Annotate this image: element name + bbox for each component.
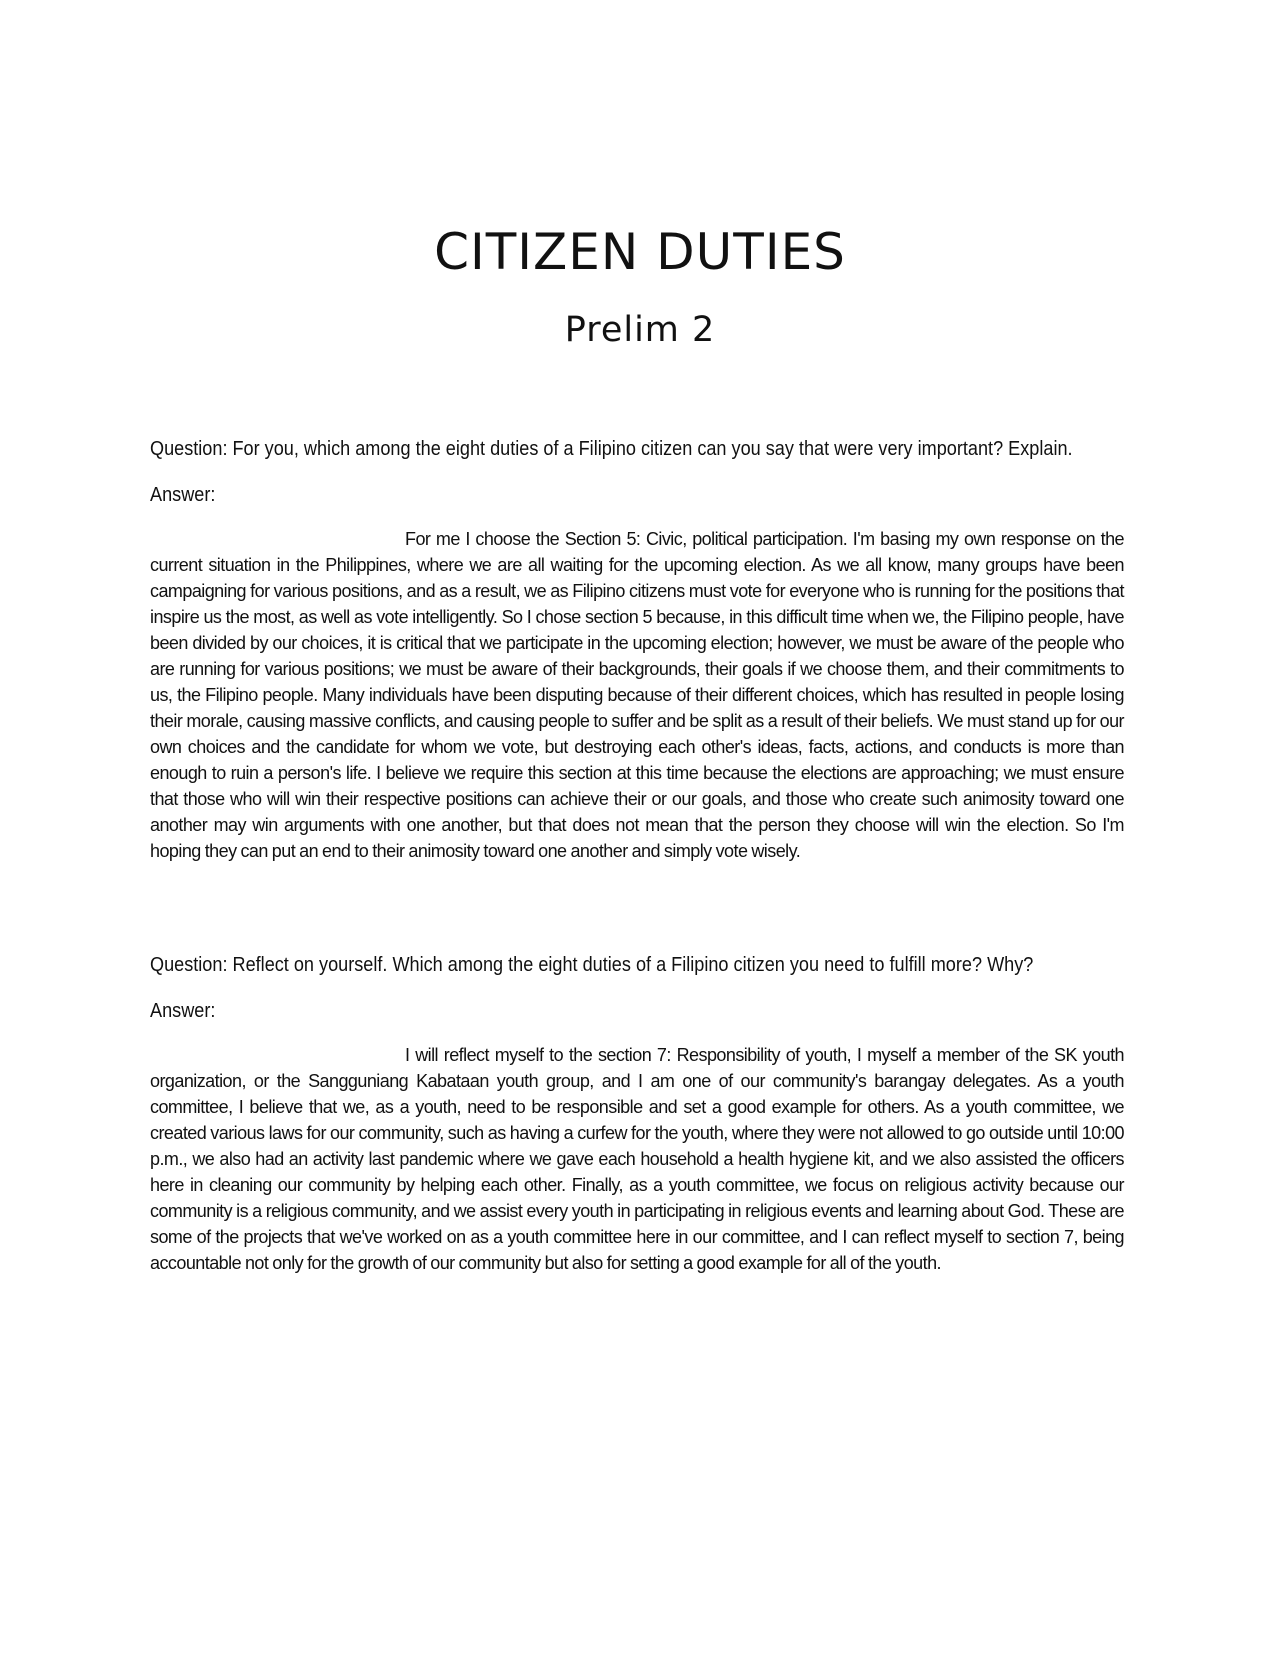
question-2-text: Question: Reflect on yourself. Which among the eight duties of a Filipino citizen you need to fulfill more? Why? bbox=[150, 954, 1034, 976]
answer-2-label: Answer: bbox=[150, 1000, 216, 1022]
question-2 bbox=[150, 952, 1124, 978]
question-1 bbox=[150, 436, 1124, 462]
answer-1-text: For me I choose the Section 5: Civic, political participation. I'm basing my own response on the current situation in the Philippines, where we are all waiting for the upcoming election. As we all know, many groups have been campaigning for various positions, and as a result, we as Filipino citizens must vote for everyone who is running for the positions that inspire us the most, as well as vote intelligently. So I chose section 5 because, in this difficult time when we, the Filipino people, have been divided by our choices, it is critical that we participate in the upcoming election; however, we must be aware of the people who are running for various positions; we must be aware of their backgrounds, their goals if we choose them, and their commitments to us, the Filipino people. Many individuals have been disputing because of their different choices, which has resulted in people losing their morale, causing massive conflicts, and causing people to suffer and be split as a result of their beliefs. We must stand up for our own choices and the candidate for whom we vote, but destroying each other's ideas, facts, actions, and conducts is more than enough to ruin a person's life. I believe we require this section at this time because the elections are approaching; we must ensure that those who will win their respective positions can achieve their or our goals, and those who create such animosity toward one another may win arguments with one another, but that does not mean that the person they choose will win the election. So I'm hoping they can put an end to their animosity toward one another and simply vote wisely. bbox=[150, 529, 1124, 861]
document-subtitle: Prelim 2 bbox=[564, 310, 716, 350]
document-title: CITIZEN DUTIES bbox=[434, 223, 846, 281]
answer-2-text: I will reflect myself to the section 7: Responsibility of youth, I myself a member of the SK youth organization, or the Sangguniang Kabataan youth group, and I am one of our community's barangay delegates. As a youth committee, I believe that we, as a youth, need to be responsible and set a good example for others. As a youth committee, we created various laws for our community, such as having a curfew for the youth, where they were not allowed to go outside until 10:00 p.m., we also had an activity last pandemic where we gave each household a health hygiene kit, and we also assisted the officers here in cleaning our community by helping each other. Finally, as a youth committee, we focus on religious activity because our community is a religious community, and we assist every youth in participating in religious events and learning about God. These are some of the projects that we've worked on as a youth committee here in our committee, and I can reflect myself to section 7, being accountable not only for the growth of our community but also for setting a good example for all of the youth. bbox=[150, 1045, 1124, 1273]
answer-2 bbox=[150, 1042, 1124, 1276]
question-1-text: Question: For you, which among the eight duties of a Filipino citizen can you say that were very important? Explain. bbox=[150, 438, 1073, 460]
answer-1-label: Answer: bbox=[150, 484, 216, 506]
answer-1 bbox=[150, 526, 1124, 864]
answer-1-label-wrap bbox=[150, 482, 1124, 508]
answer-2-label-wrap bbox=[150, 998, 1124, 1024]
